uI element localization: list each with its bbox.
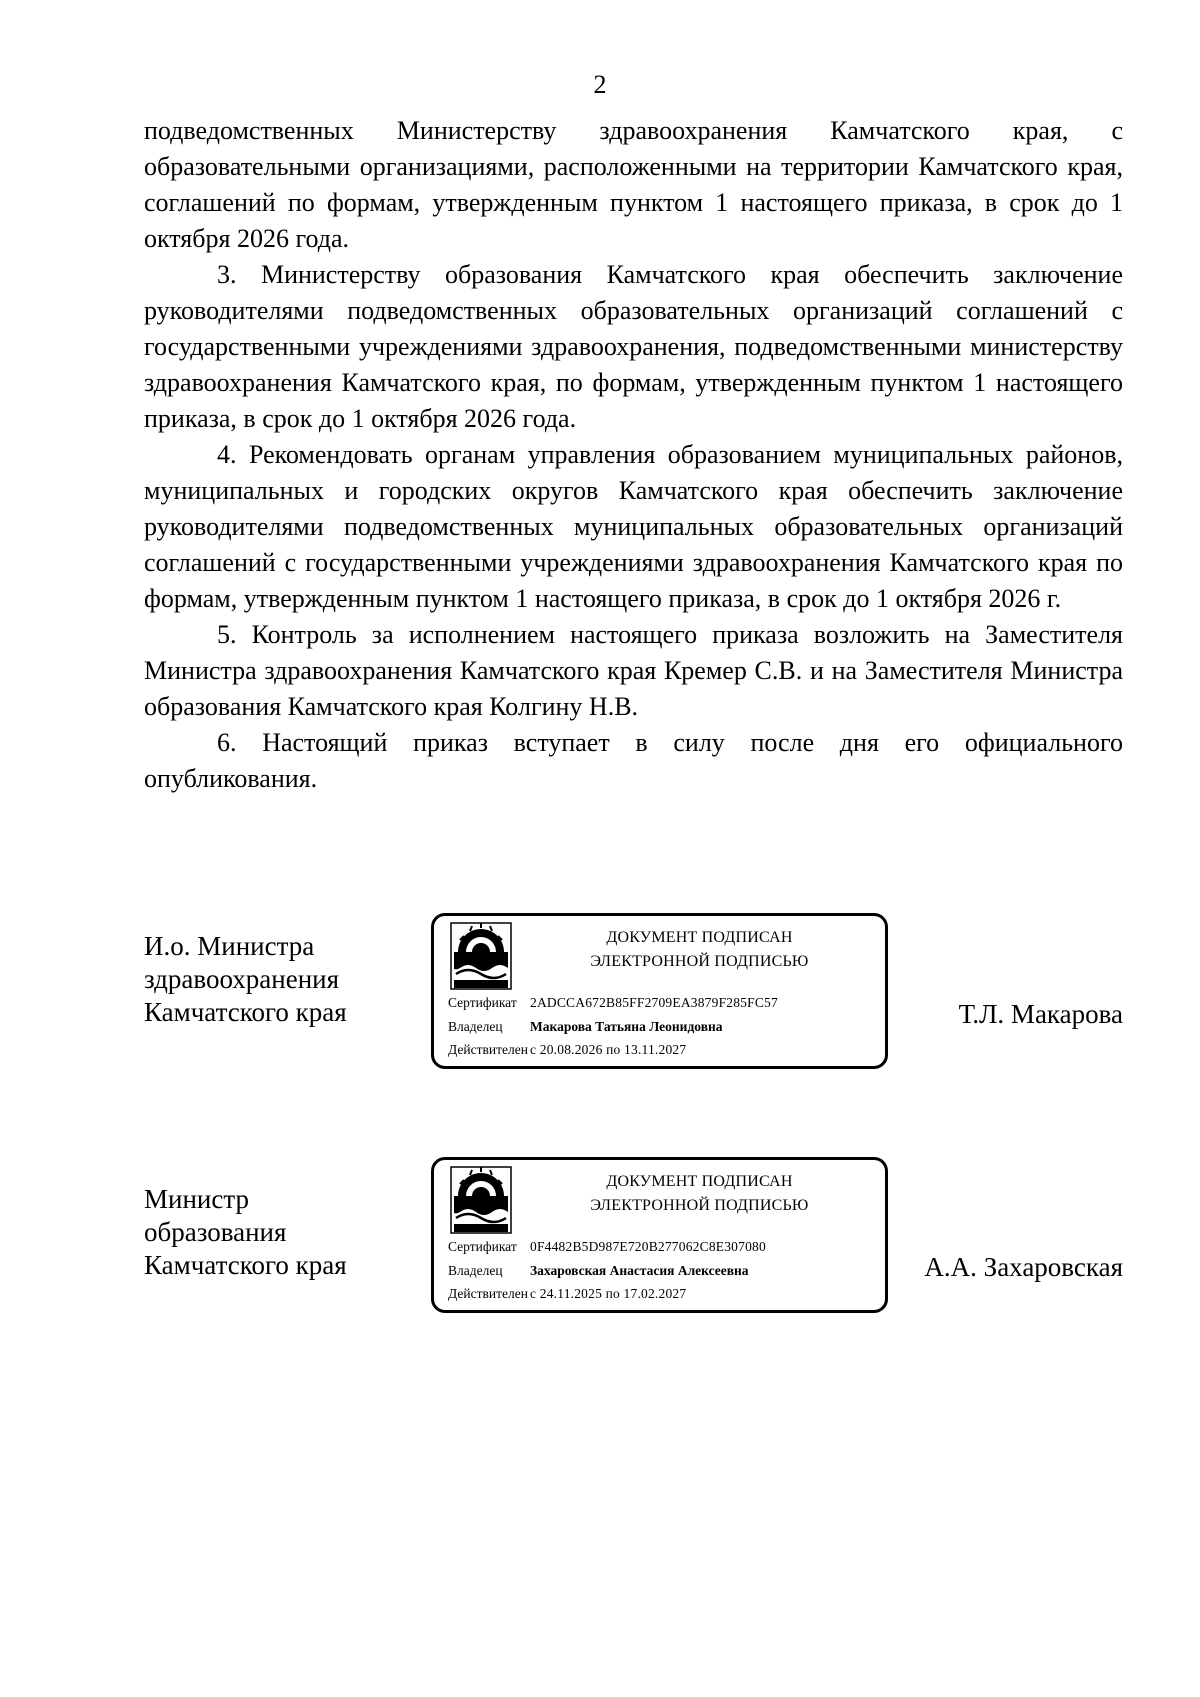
signatory-title-line: образования xyxy=(144,1217,287,1247)
signatory-name: Т.Л. Макарова xyxy=(958,999,1123,1029)
stamp-certificate-row xyxy=(448,995,778,1011)
certificate-value: 2ADCCA672B85FF2709EA3879F285FC57 xyxy=(530,995,778,1010)
paragraph-5: 5. Контроль за исполнением настоящего приказа возложить на Заместителя Министра здравоохранения Камчатского края Кремер С.В. и на Заместителя Министра образования Камчатского края Колгину Н.В. xyxy=(144,620,1123,721)
signatory-title xyxy=(144,1183,347,1282)
stamp-header-line: ДОКУМЕНТ ПОДПИСАН xyxy=(606,929,793,946)
paragraph-continuation: подведомственных Министерству здравоохранения Камчатского края, с образовательными организациями, расположенными на территории Камчатского края, соглашений по формам, утвержденным пунктом 1 настоящего приказа, в срок до 1 октября 2026 года. xyxy=(144,116,1123,253)
electronic-signature-stamp xyxy=(431,913,888,1069)
stamp-owner-row xyxy=(448,1019,723,1035)
owner-value: Захаровская Анастасия Алексеевна xyxy=(530,1263,749,1278)
signatory-name: А.А. Захаровская xyxy=(924,1252,1123,1282)
coat-of-arms-icon xyxy=(450,1166,512,1234)
stamp-header-line: ЭЛЕКТРОННОЙ ПОДПИСЬЮ xyxy=(590,1197,809,1214)
signatory-title-line: Камчатского края xyxy=(144,1250,347,1280)
stamp-header-line: ДОКУМЕНТ ПОДПИСАН xyxy=(606,1173,793,1190)
stamp-validity-row xyxy=(448,1042,686,1058)
stamp-validity-row xyxy=(448,1286,686,1302)
stamp-certificate-row xyxy=(448,1239,766,1255)
signatory-title-line: Министр xyxy=(144,1184,249,1214)
paragraph-3: 3. Министерству образования Камчатского края обеспечить заключение руководителями подведомственных образовательных организаций соглашений с государственными учреждениями здравоохранения, подведомственными министерству здравоохранения Камчатского края, по формам, утвержденным пунктом 1 настоящего приказа, в срок до 1 октября 2026 года. xyxy=(144,260,1123,433)
owner-label: Владелец xyxy=(448,1263,503,1278)
validity-label: Действителен xyxy=(448,1042,528,1057)
coat-of-arms-icon xyxy=(450,922,512,990)
signatory-title xyxy=(144,930,347,1029)
signatory-title-line: здравоохранения xyxy=(144,964,340,994)
certificate-label: Сертификат xyxy=(448,995,517,1010)
paragraph-6: 6. Настоящий приказ вступает в силу после дня его официального опубликования. xyxy=(144,728,1123,793)
signatory-title-line: Камчатского края xyxy=(144,997,347,1027)
document-body xyxy=(144,113,1123,797)
electronic-signature-stamp xyxy=(431,1157,888,1313)
stamp-header xyxy=(524,926,875,974)
certificate-value: 0F4482B5D987E720B277062C8E307080 xyxy=(530,1239,766,1254)
certificate-label: Сертификат xyxy=(448,1239,517,1254)
stamp-owner-row xyxy=(448,1263,749,1279)
owner-label: Владелец xyxy=(448,1019,503,1034)
owner-value: Макарова Татьяна Леонидовна xyxy=(530,1019,723,1034)
validity-value: с 24.11.2025 по 17.02.2027 xyxy=(530,1286,687,1301)
stamp-header xyxy=(524,1170,875,1218)
validity-label: Действителен xyxy=(448,1286,528,1301)
paragraph-4: 4. Рекомендовать органам управления образованием муниципальных районов, муниципальных и городских округов Камчатского края обеспечить заключение руководителями подведомственных муниципальных образовательных организаций соглашений с государственными учреждениями здравоохранения Камчатского края по формам, утвержденным пунктом 1 настоящего приказа, в срок до 1 октября 2026 г. xyxy=(144,440,1123,613)
stamp-header-line: ЭЛЕКТРОННОЙ ПОДПИСЬЮ xyxy=(590,953,809,970)
signatory-title-line: И.о. Министра xyxy=(144,931,315,961)
validity-value: с 20.08.2026 по 13.11.2027 xyxy=(530,1042,687,1057)
page-number: 2 xyxy=(593,70,607,99)
